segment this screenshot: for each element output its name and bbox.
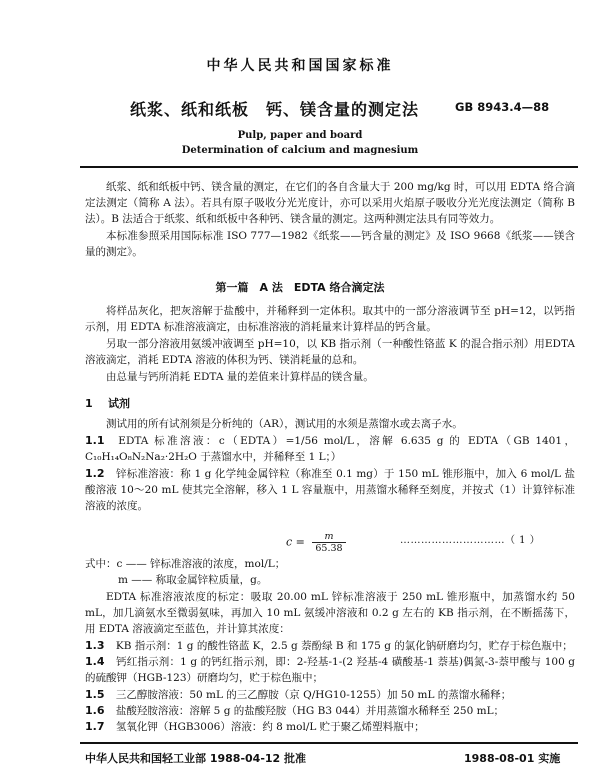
- item-1-2-number: 1.2: [85, 467, 105, 480]
- formula-1-number: …………………………（ 1 ）: [400, 535, 541, 546]
- implementation-date: 1988-08-01 实施: [464, 752, 561, 765]
- formula-numerator: m: [312, 531, 345, 543]
- standard-org-header: 中华人民共和国国家标准: [206, 58, 394, 74]
- item-1-5-number: 1.5: [85, 688, 105, 701]
- item-1-3-number: 1.3: [85, 639, 105, 652]
- item-1-3-text: KB 指示剂：1 g 的酸性铬蓝 K，2.5 g 萘酚绿 B 和 175 g 的氯化钠研磨均匀，贮存于棕色瓶中；: [115, 640, 573, 652]
- item-1-1-number: 1.1: [85, 434, 105, 447]
- item-1-5-text: 三乙醇胺溶液：50 mL 的三乙醇胺（京 Q/HG10-1255）加 50 mL 的蒸馏水稀释；: [115, 689, 512, 701]
- footer-divider: [80, 742, 578, 744]
- where-line-1: 式中：c —— 锌标准溶液的浓度，mol/L；: [85, 558, 286, 570]
- item-1-7-number: 1.7: [85, 720, 105, 733]
- part1-paragraph-3: 由总量与钙所消耗 EDTA 量的差值来计算样品的镁含量。: [106, 371, 374, 383]
- item-1-6-text: 盐酸羟胺溶液：溶解 5 g 的盐酸羟胺（HG B3 044）并用蒸馏水稀释至 250 mL；: [115, 705, 505, 717]
- item-1-1: [85, 433, 575, 465]
- item-1-7: [85, 719, 575, 735]
- section-1-number: 1: [85, 397, 93, 410]
- part1-heading: 第一篇 A 法 EDTA 络合滴定法: [215, 281, 385, 294]
- approval-date: 中华人民共和国轻工业部 1988-04-12 批准: [85, 752, 307, 765]
- item-1-1-text: EDTA 标准溶液：c（EDTA）=1/56 mol/L，溶解 6.635 g 的 EDTA（GB 1401，C₁₀H₁₄O₈N₂Na₂·2H₂O 于蒸馏水中，并稀释至 1 L；）: [85, 435, 575, 464]
- edta-calibration-paragraph: EDTA 标准溶液浓度的标定：吸取 20.00 mL 锌标准溶液于 250 mL 锥形瓶中，加蒸馏水约 50 mL，加几滴氨水至微弱氨味，再加入 10 mL 氨缓冲溶液和 0.2 g 左右的 KB 指示剂，在不断摇荡下，用 EDTA 溶液滴定至蓝色，并计算其浓度：: [85, 591, 575, 636]
- formula-fraction: [312, 531, 345, 554]
- section-1-heading: [85, 395, 130, 411]
- part1-paragraph-1: 将样品灰化，把灰溶解于盐酸中，并稀释到一定体积。取其中的一部分溶液调节至 pH=12，以钙指示剂，用 EDTA 标准溶液滴定，由标准溶液的消耗量来计算样品的钙含量。: [85, 305, 575, 334]
- item-1-4-number: 1.4: [85, 655, 105, 668]
- item-1-4: [85, 654, 575, 686]
- item-1-5: [85, 687, 575, 703]
- english-title-line2: Determination of calcium and magnesium: [181, 145, 419, 156]
- item-1-2: [85, 466, 575, 515]
- title-divider: [80, 166, 578, 168]
- section-1-title: 试剂: [108, 397, 130, 410]
- item-1-2-text: 锌标准溶液：称 1 g 化学纯金属锌粒（称准至 0.1 mg）于 150 mL 锥形瓶中，加入 6 mol/L 盐酸溶液 10～20 mL 使其完全溶解，移入 1 L 容量瓶中，用蒸馏水稀释至刻度，并按式（1）计算锌标准溶液的浓度。: [85, 468, 575, 513]
- where-line-2: m —— 称取金属锌粒质量，g。: [118, 574, 268, 586]
- intro-paragraph-2: 本标准参照采用国际标准 ISO 777—1982《纸浆——钙含量的测定》及 ISO 9668《纸浆——镁含量的测定》。: [85, 230, 575, 259]
- formula-lhs: c =: [286, 535, 305, 549]
- standard-code: GB 8943.4—88: [455, 100, 550, 114]
- section-1-intro: 测试用的所有试剂须是分析纯的（AR），测试用的水须是蒸馏水或去离子水。: [106, 418, 463, 430]
- document-title: 纸浆、纸和纸板 钙、镁含量的测定法: [130, 100, 420, 119]
- item-1-4-text: 钙红指示剂：1 g 的钙红指示剂，即：2-羟基-1-(2 羟基-4 磺酸基-1 萘基)偶氮-3-萘甲酸与 100 g 的硫酸钾（HGB-123）研磨均匀，贮于棕色瓶中；: [85, 656, 576, 685]
- part1-paragraph-2: 另取一部分溶液用氨缓冲液调至 pH=10，以 KB 指示剂（一种酸性铬蓝 K 的混合指示剂）用EDTA 溶液滴定，消耗 EDTA 溶液的体积为钙、镁消耗量的总和。: [85, 338, 575, 367]
- formula-denominator: 65.38: [315, 543, 343, 554]
- formula-1: [286, 531, 346, 554]
- item-1-3: [85, 638, 575, 654]
- intro-paragraph-1: 纸浆、纸和纸板中钙、镁含量的测定，在它们的各自含量大于 200 mg/kg 时，可以用 EDTA 络合滴定法测定（简称 A 法）。若具有原子吸收分光光度计，亦可以采用火焰原子吸收分光光度法测定（简称 B 法）。B 法适合于纸浆、纸和纸板中各种钙、镁含量的测定。这两种测定法具有同等效力。: [85, 181, 575, 226]
- item-1-7-text: 氢氧化钾（HGB3006）溶液：约 8 mol/L 贮于聚乙烯塑料瓶中；: [115, 721, 425, 733]
- item-1-6: [85, 703, 575, 719]
- item-1-6-number: 1.6: [85, 704, 105, 717]
- english-title-line1: Pulp, paper and board: [237, 130, 363, 141]
